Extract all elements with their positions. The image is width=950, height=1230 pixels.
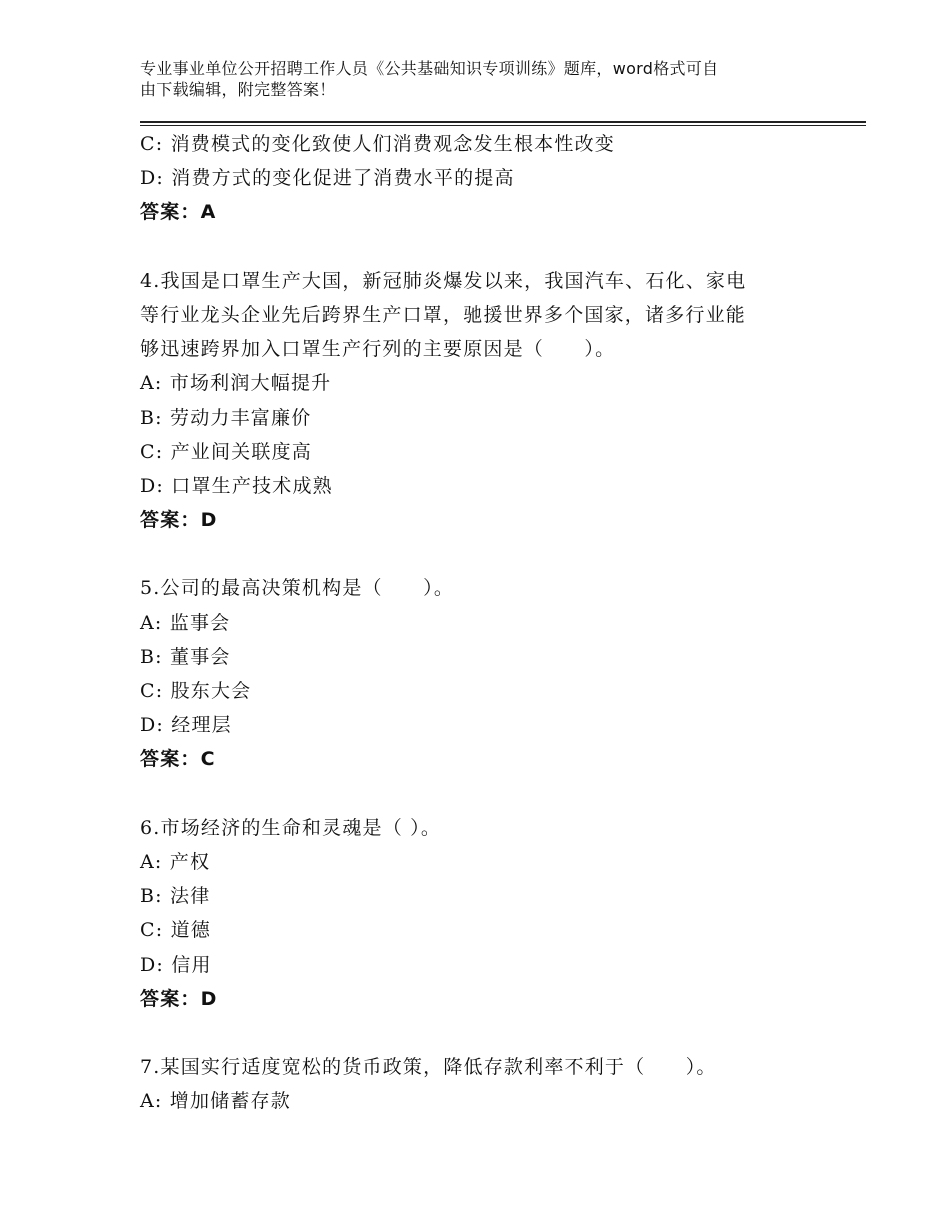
option-c: C: 道德 [140,919,211,942]
question-stem-line: 等行业龙头企业先后跨界生产口罩，驰援世界多个国家，诸多行业能 [140,303,747,326]
header-line-1: 专业事业单位公开招聘工作人员《公共基础知识专项训练》题库，word格式可自 [140,59,719,78]
question-list [140,127,866,1118]
answer-line: 答案：D [140,509,218,532]
answer-line: 答案：A [140,201,217,224]
option-b: B: 劳动力丰富廉价 [140,406,312,429]
option-a: A: 产权 [140,850,211,873]
question-block-6 [140,811,866,1016]
option-b: B: 董事会 [140,645,231,668]
option-b: B: 法律 [140,885,211,908]
spacer [140,537,866,571]
question-stem-line: 4.我国是口罩生产大国，新冠肺炎爆发以来，我国汽车、石化、家电 [140,269,747,292]
question-block-4 [140,264,866,538]
answer-line: 答案：C [140,748,216,771]
question-block-prev [140,127,866,230]
header-rule-thin [140,125,866,126]
option-a: A: 增加储蓄存款 [140,1090,291,1113]
header-rule-thick [140,121,866,123]
document-header [140,58,810,100]
option-a: A: 市场利润大幅提升 [140,372,332,395]
spacer [140,1016,866,1050]
question-stem-line: 6.市场经济的生命和灵魂是（ ）。 [140,816,442,839]
question-stem-line: 够迅速跨界加入口罩生产行列的主要原因是（ ）。 [140,338,616,361]
option-d: D: 消费方式的变化促进了消费水平的提高 [140,167,515,190]
option-d: D: 信用 [140,953,212,976]
option-c: C: 产业间关联度高 [140,440,312,463]
question-stem-line: 7.某国实行适度宽松的货币政策，降低存款利率不利于（ ）。 [140,1056,717,1079]
option-c: C: 消费模式的变化致使人们消费观念发生根本性改变 [140,133,615,155]
header-line-2: 由下载编辑，附完整答案！ [140,80,336,99]
question-block-5 [140,571,866,776]
option-a: A: 监事会 [140,611,231,634]
question-block-7 [140,1050,866,1118]
question-stem-line: 5.公司的最高决策机构是（ ）。 [140,577,455,600]
spacer [140,777,866,811]
option-d: D: 经理层 [140,714,232,737]
option-c: C: 股东大会 [140,680,252,702]
spacer [140,230,866,264]
option-d: D: 口罩生产技术成熟 [140,474,333,497]
answer-line: 答案：D [140,987,218,1010]
